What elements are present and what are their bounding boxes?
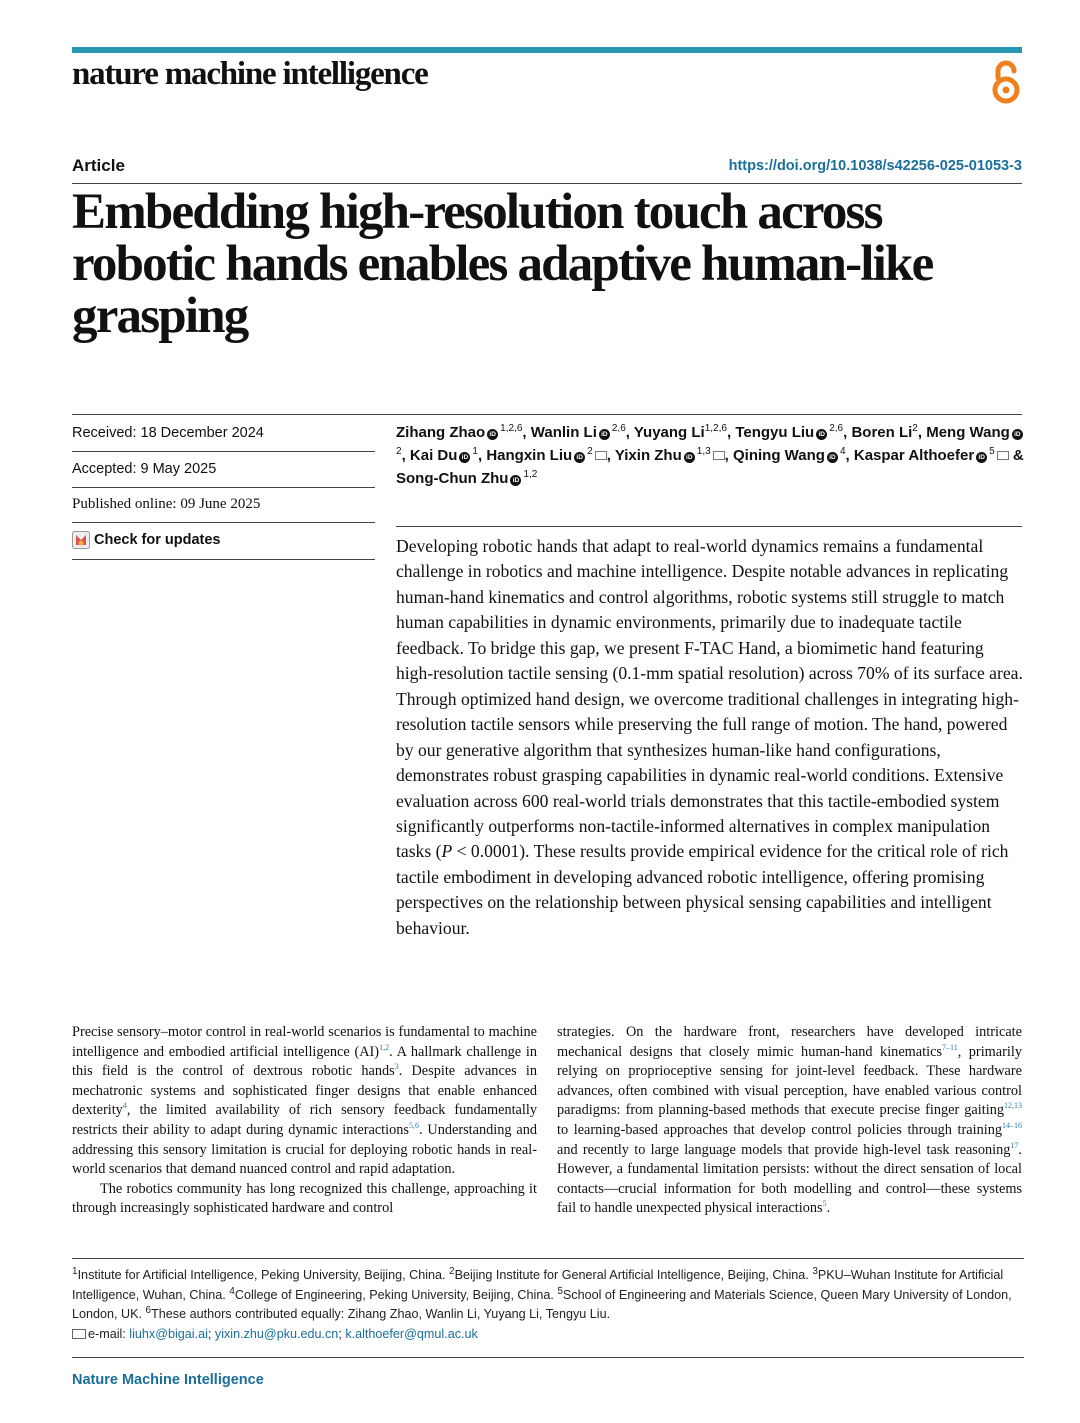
article-type: Article: [72, 156, 125, 175]
orcid-icon[interactable]: iD: [574, 452, 585, 463]
divider: [72, 487, 375, 488]
orcid-icon[interactable]: iD: [827, 452, 838, 463]
header-accent-bar: [72, 47, 1022, 53]
divider: [72, 414, 1022, 415]
author-entry: [733, 447, 846, 464]
article-title: Embedding high-resolution touch across robotic hands enables adaptive human-like grasping: [72, 184, 933, 344]
email-icon[interactable]: [997, 451, 1009, 460]
journal-name[interactable]: nature machine intelligence: [72, 56, 428, 92]
email-address[interactable]: liuhx@bigai.ai: [129, 1326, 208, 1341]
orcid-icon[interactable]: iD: [684, 452, 695, 463]
author-affiliation: 1,3: [696, 446, 711, 457]
affiliation-number: 3: [812, 1265, 818, 1277]
abstract-text: Developing robotic hands that adapt to real-world dynamics remains a fundamental challenge in robotics and machine intelligence. Despite notable advances in replicating human-hand kinematics and control algorithms, robotic systems still struggle to match human capabilities in dynamic environments, primarily due to inadequate tactile feedback. To bridge this gap, we present F-TAC Hand, a biomimetic hand featuring high-resolution tactile sensing (0.1-mm spatial resolution) across 70% of its surface area. Through optimized hand design, we overcome traditional challenges in integrating high-resolution tactile sensors while preserving the full range of motion. The hand, powered by our generative algorithm that synthesizes human-like hand configurations, demonstrates robust grasping capabilities in dynamic real-world conditions. Extensive evaluation across 600 real-world trials demonstrates that this tactile-embodied system significantly outperforms non-tactile-informed alternatives in complex manipulation tasks (P < 0.0001). These results provide empirical evidence for the critical role of rich tactile embodiment in developing advanced robotic intelligence, offering promising perspectives on the relationship between physical sensing capabilities and intelligent behaviour.: [396, 536, 1023, 938]
orcid-icon[interactable]: iD: [1012, 429, 1023, 440]
check-updates-button[interactable]: [72, 531, 375, 549]
author-name: Qining Wang: [733, 447, 825, 464]
affiliations-text: $^1$Institute for Artificial Intelligence, Peking University, Beijing, China. $^2$Beijing Institute for General Artificial Intelligence, Beijing, China. $^3$PKU–Wuhan Institute for Artificial Intelligence, Wuhan, China. $^4$College of Engineering, Peking University, Beijing, China. $^5$School of Engineering and Materials Science, Queen Mary University of London, London, UK. $^6$These authors contributed equally: Zihang Zhao, Wanlin Li, Yuyang Li, Tengyu Liu.: [72, 1265, 1012, 1322]
footer-journal-name[interactable]: Nature Machine Intelligence: [72, 1372, 264, 1388]
author-entry: [634, 424, 727, 441]
body-column-right: [557, 1023, 1022, 1219]
open-access-icon[interactable]: [988, 58, 1024, 106]
author-name: Wanlin Li: [530, 424, 597, 441]
email-icon: [72, 1329, 86, 1339]
reference-link[interactable]: 4: [122, 1101, 127, 1111]
orcid-icon[interactable]: iD: [976, 452, 987, 463]
orcid-icon[interactable]: iD: [816, 429, 827, 440]
author-affiliation: 2,6: [829, 423, 844, 434]
author-affiliation: 2: [396, 446, 402, 457]
author-name: Kaspar Althoefer: [853, 447, 975, 464]
author-name: Meng Wang: [926, 424, 1010, 441]
doi-link[interactable]: https://doi.org/10.1038/s42256-025-01053-3: [728, 158, 1022, 174]
affiliation-number: 6: [145, 1305, 152, 1316]
author-entry: [486, 447, 606, 464]
author-affiliation: 1,2,6: [500, 423, 523, 434]
affiliation-number: 1: [72, 1265, 78, 1277]
divider: [72, 1357, 1024, 1358]
affiliation-number: 5: [557, 1285, 563, 1297]
email-label: e-mail:: [88, 1326, 130, 1341]
author-name: Tengyu Liu: [735, 424, 815, 441]
divider: [396, 526, 1022, 527]
author-name: Hangxin Liu: [486, 447, 573, 464]
author-entry: [396, 470, 537, 487]
affiliation-number: 2: [449, 1265, 455, 1277]
divider: [72, 559, 375, 560]
author-affiliation: 2: [912, 423, 918, 434]
author-entry: [615, 447, 725, 464]
abstract: [396, 534, 1024, 941]
abstract-italic: P: [441, 841, 453, 862]
body-paragraph: Precise sensory–motor control in real-world scenarios is fundamental to machine intelligence and embodied artificial intelligence (AI)$^{1,2}$. A hallmark challenge in this field is the control of dextrous robotic hands$^3$. Despite advances in mechatronic systems and sophisticated finger designs that enable enhanced dexterity$^4$, the limited availability of rich sensory feedback fundamentally restricts their ability to adapt during dynamic interactions$^{5,6}$. Understanding and addressing this sensory limitation is crucial for deploying robotic hands in real-world scenarios that demand nuanced control and rapid adaptation.: [72, 1024, 537, 1178]
divider: [72, 1258, 1024, 1259]
reference-link[interactable]: 5,6: [408, 1121, 419, 1131]
crossmark-icon: [72, 531, 90, 549]
reference-link[interactable]: 3: [394, 1062, 399, 1072]
author-list: Zihang Zhao iD$^{1,2,6}$, Wanlin Li iD$^{2,6}$, Yuyang Li$^{1,2,6}$, Tengyu Liu iD$^{2,6}$, Boren Li$^2$, Meng Wang iD$^2$, Kai Du iD$^1$, Hangxin Liu iD$^2$ , Yixin Zhu iD$^{1,3}$ , Qining Wang iD$^4$, Kaspar Althoefer iD$^5$ & Song-Chun Zhu iD$^{1,2}$: [396, 423, 1024, 487]
author-entry: [410, 447, 478, 464]
author-affiliation: 4: [839, 446, 846, 457]
author-affiliation: 1,2: [523, 469, 538, 480]
author-entry: [396, 424, 522, 441]
affiliations-footnote: [72, 1266, 1024, 1344]
author-affiliation: 2,6: [611, 423, 626, 434]
email-address[interactable]: yixin.zhu@pku.edu.cn: [214, 1326, 339, 1341]
received-date: Received: 18 December 2024: [72, 425, 264, 441]
author-entry: [735, 424, 843, 441]
orcid-icon[interactable]: iD: [459, 452, 470, 463]
author-affiliation: 5: [989, 446, 995, 457]
affiliation-number: 4: [229, 1285, 235, 1297]
email-line: e-mail: liuhx@bigai.ai; yixin.zhu@pku.edu.cn; k.althoefer@qmul.ac.uk: [72, 1325, 1024, 1345]
accepted-date: Accepted: 9 May 2025: [72, 461, 217, 477]
orcid-icon[interactable]: iD: [599, 429, 610, 440]
body-column-left: [72, 1023, 537, 1219]
orcid-icon[interactable]: iD: [487, 429, 498, 440]
check-updates-label: Check for updates: [94, 532, 221, 548]
reference-link[interactable]: 12,13: [1004, 1101, 1022, 1111]
reference-link[interactable]: 1,2: [379, 1042, 390, 1052]
body-paragraph: The robotics community has long recognized this challenge, approaching it through increasingly sophisticated hardware and control: [72, 1180, 537, 1217]
body-paragraph: strategies. On the hardware front, researchers have developed intricate mechanical designs that closely mimic human-hand kinematics$^{7-11}$, primarily relying on proprioceptive sensing for joint-level feedback. These hardware advances, often combined with visual perception, have enabled various control paradigms: from planning-based methods that execute precise finger gaiting$^{12,13}$ to learning-based approaches that develop control policies through training$^{14-16}$ and recently to large language models that provide high-level task reasoning$^{17}$. However, a fundamental limitation persists: without the direct sensation of local contacts—crucial information for both modelling and control—these systems fail to handle unexpected physical interactions$^5$.: [557, 1024, 1022, 1217]
email-icon[interactable]: [713, 451, 725, 460]
published-date: Published online: 09 June 2025: [72, 496, 261, 512]
reference-link[interactable]: 17: [1010, 1140, 1019, 1150]
author-name: Kai Du: [409, 447, 458, 464]
author-affiliation: 1,2,6: [704, 423, 727, 434]
author-entry: [531, 424, 626, 441]
author-name: Zihang Zhao: [396, 424, 486, 441]
reference-link[interactable]: 7–11: [941, 1042, 958, 1052]
author-name: Yixin Zhu: [614, 447, 682, 464]
author-entry: [851, 424, 917, 441]
author-entry: [854, 447, 1009, 464]
author-name: Song-Chun Zhu: [396, 470, 509, 487]
divider: [72, 522, 375, 523]
author-affiliation: 1: [472, 446, 478, 457]
reference-link[interactable]: 14–16: [1002, 1121, 1022, 1131]
author-name: Yuyang Li: [633, 424, 705, 441]
author-name: Boren Li: [851, 424, 913, 441]
reference-link[interactable]: 5: [822, 1199, 827, 1209]
orcid-icon[interactable]: iD: [510, 475, 521, 486]
email-address[interactable]: k.althoefer@qmul.ac.uk: [345, 1326, 478, 1341]
author-affiliation: 2: [587, 446, 593, 457]
email-icon[interactable]: [595, 451, 607, 460]
divider: [72, 451, 375, 452]
